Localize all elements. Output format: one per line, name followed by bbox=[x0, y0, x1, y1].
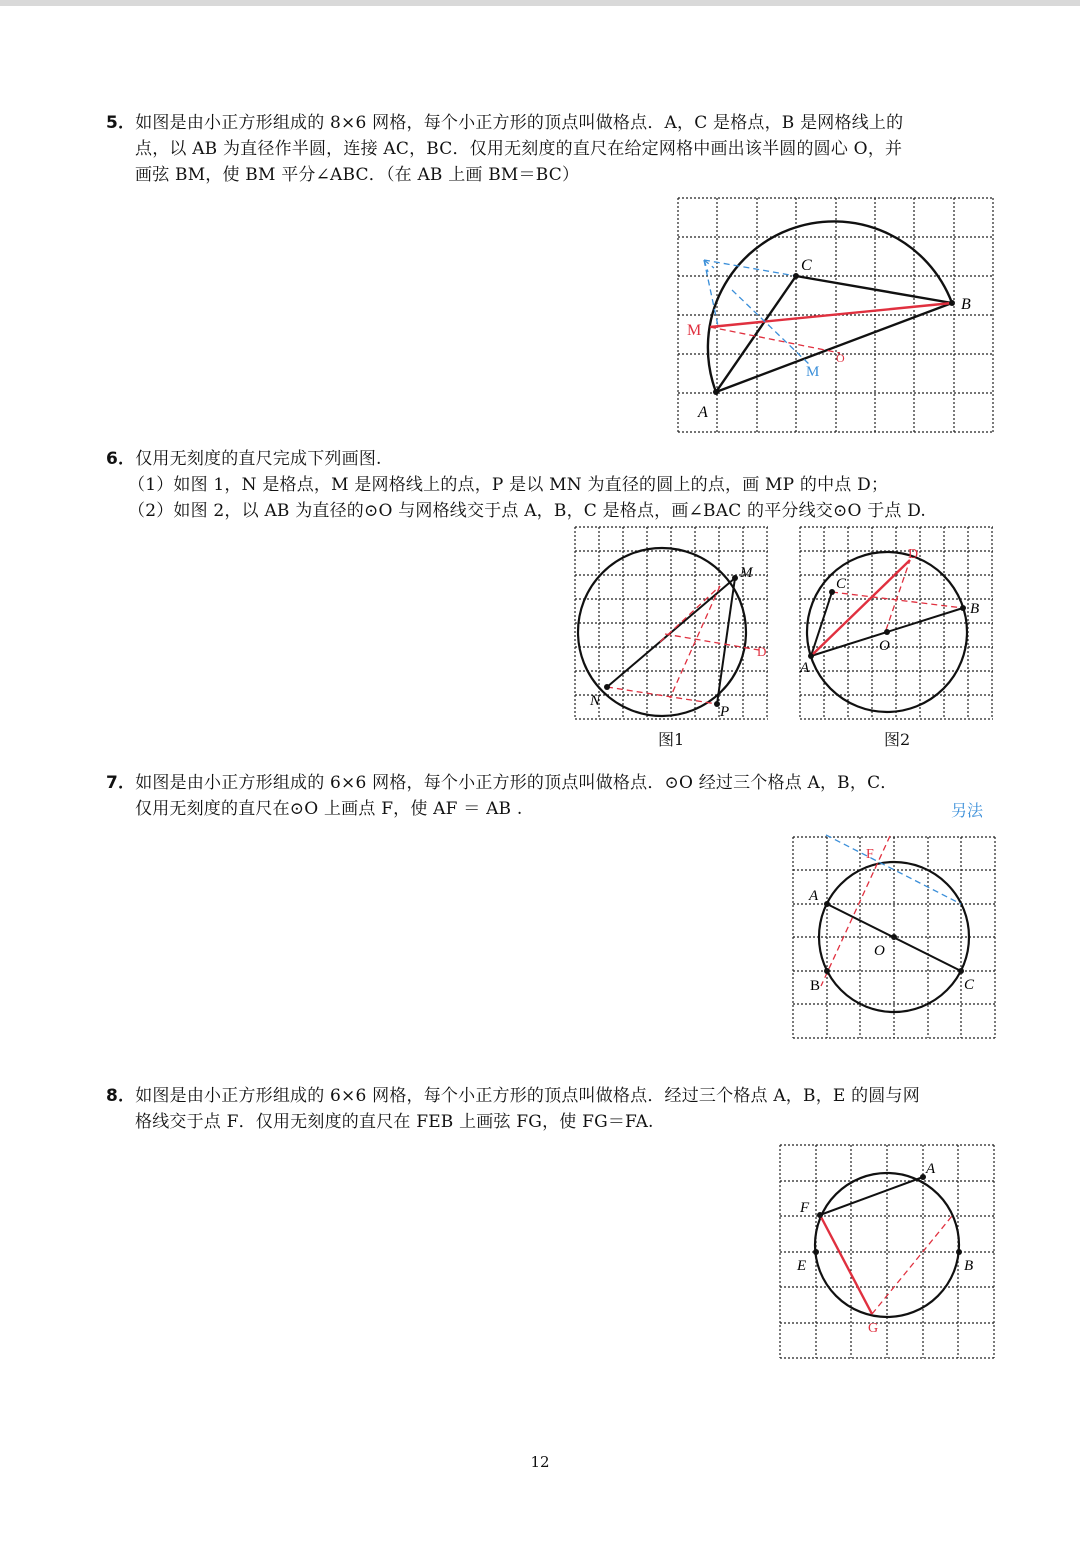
label-D: D bbox=[757, 644, 767, 659]
label-B: B bbox=[970, 601, 980, 617]
aux-lines-red bbox=[607, 586, 759, 704]
question-6 bbox=[106, 446, 926, 524]
label-A: A bbox=[926, 1161, 936, 1177]
label-C: C bbox=[964, 977, 975, 993]
question-text-line: 如图是由小正方形组成的 6×6 网格，每个小正方形的顶点叫做格点．⊙O 经过三个格点 A，B，C． bbox=[135, 773, 898, 793]
question-text-line: 格线交于点 F．仅用无刻度的直尺在 FEB 上画弦 FG，使 FG＝FA. bbox=[135, 1112, 654, 1132]
label-B: B bbox=[961, 296, 971, 313]
label-M-red: M bbox=[687, 322, 702, 339]
caption-figure-2: 图2 bbox=[884, 730, 911, 749]
chord-FG bbox=[820, 1215, 872, 1314]
figure-q6-1 bbox=[570, 522, 774, 724]
question-7 bbox=[106, 770, 897, 822]
circle bbox=[578, 548, 746, 716]
point-C bbox=[829, 589, 835, 595]
label-G: G bbox=[868, 1321, 879, 1336]
page-number: 12 bbox=[530, 1453, 550, 1471]
question-text-line: 仅用无刻度的直尺完成下列画图. bbox=[135, 449, 382, 469]
label-D: D bbox=[908, 547, 919, 562]
grid bbox=[800, 527, 993, 719]
question-number: 7． bbox=[106, 773, 136, 793]
point-A bbox=[713, 389, 719, 395]
question-number: 5． bbox=[106, 113, 136, 133]
label-A: A bbox=[809, 888, 819, 904]
grid bbox=[575, 527, 768, 719]
figure-q5 bbox=[670, 190, 1000, 440]
aux-line-red bbox=[710, 327, 840, 353]
point-B bbox=[956, 1249, 962, 1255]
label-M: M bbox=[740, 565, 753, 581]
question-text-line: （1）如图 1，N 是格点，M 是网格线上的点，P 是以 MN 为直径的圆上的点，画 MP 的中点 D； bbox=[128, 475, 889, 495]
question-text-line: 如图是由小正方形组成的 8×6 网格，每个小正方形的顶点叫做格点．A，C 是格点，B 是网格线上的 bbox=[135, 113, 904, 133]
label-M-blue: M bbox=[806, 364, 820, 380]
label-C: C bbox=[801, 257, 812, 274]
aux-line-red bbox=[872, 1216, 952, 1314]
label-F: F bbox=[800, 1200, 810, 1216]
figure-q7 bbox=[788, 830, 1000, 1042]
label-A: A bbox=[800, 660, 810, 676]
question-8 bbox=[106, 1083, 920, 1135]
point-F bbox=[817, 1212, 823, 1218]
point-M bbox=[732, 575, 738, 581]
question-number: 8． bbox=[106, 1086, 136, 1106]
point-N bbox=[604, 684, 610, 690]
label-O: O bbox=[879, 638, 890, 654]
figure-q8 bbox=[774, 1140, 1000, 1364]
point-O bbox=[891, 934, 897, 940]
triangle-ACB bbox=[716, 276, 952, 392]
top-border bbox=[0, 0, 1080, 6]
label-N: N bbox=[590, 693, 601, 709]
label-O: O bbox=[836, 351, 845, 365]
label-O: O bbox=[874, 943, 885, 959]
label-C: C bbox=[836, 576, 847, 592]
question-text-line: 仅用无刻度的直尺在⊙O 上画点 F，使 AF ＝ AB . bbox=[135, 799, 523, 819]
question-text-line: 画弦 BM，使 BM 平分∠ABC．（在 AB 上画 BM＝BC） bbox=[135, 165, 580, 185]
aux-line-red bbox=[821, 836, 890, 986]
handwritten-note: 另法 bbox=[951, 801, 984, 820]
question-text-line: 如图是由小正方形组成的 6×6 网格，每个小正方形的顶点叫做格点．经过三个格点 A，B，E 的圆与网 bbox=[135, 1086, 920, 1106]
point-C bbox=[793, 273, 799, 279]
point-C bbox=[958, 968, 964, 974]
point-B bbox=[960, 605, 966, 611]
label-F: F bbox=[866, 847, 874, 862]
question-text-line: 点，以 AB 为直径作半圆，连接 AC，BC．仅用无刻度的直尺在给定网格中画出该半圆的圆心 O，并 bbox=[135, 139, 903, 159]
label-P: P bbox=[720, 704, 730, 720]
label-B: B bbox=[964, 1258, 974, 1274]
label-A: A bbox=[698, 404, 708, 421]
question-text-line: （2）如图 2，以 AB 为直径的⊙O 与网格线交于点 A，B，C 是格点，画∠BAC 的平分线交⊙O 于点 D. bbox=[128, 501, 927, 521]
point-O bbox=[884, 629, 890, 635]
point-E bbox=[813, 1249, 819, 1255]
figure-q6-2 bbox=[796, 522, 998, 724]
point-B bbox=[949, 300, 955, 306]
question-5 bbox=[106, 110, 903, 188]
question-number: 6． bbox=[106, 449, 136, 469]
point-A bbox=[808, 653, 814, 659]
label-B: B bbox=[810, 978, 821, 994]
label-E: E bbox=[797, 1258, 807, 1274]
point-A bbox=[824, 901, 830, 907]
caption-figure-1: 图1 bbox=[658, 730, 685, 749]
point-B bbox=[824, 968, 830, 974]
